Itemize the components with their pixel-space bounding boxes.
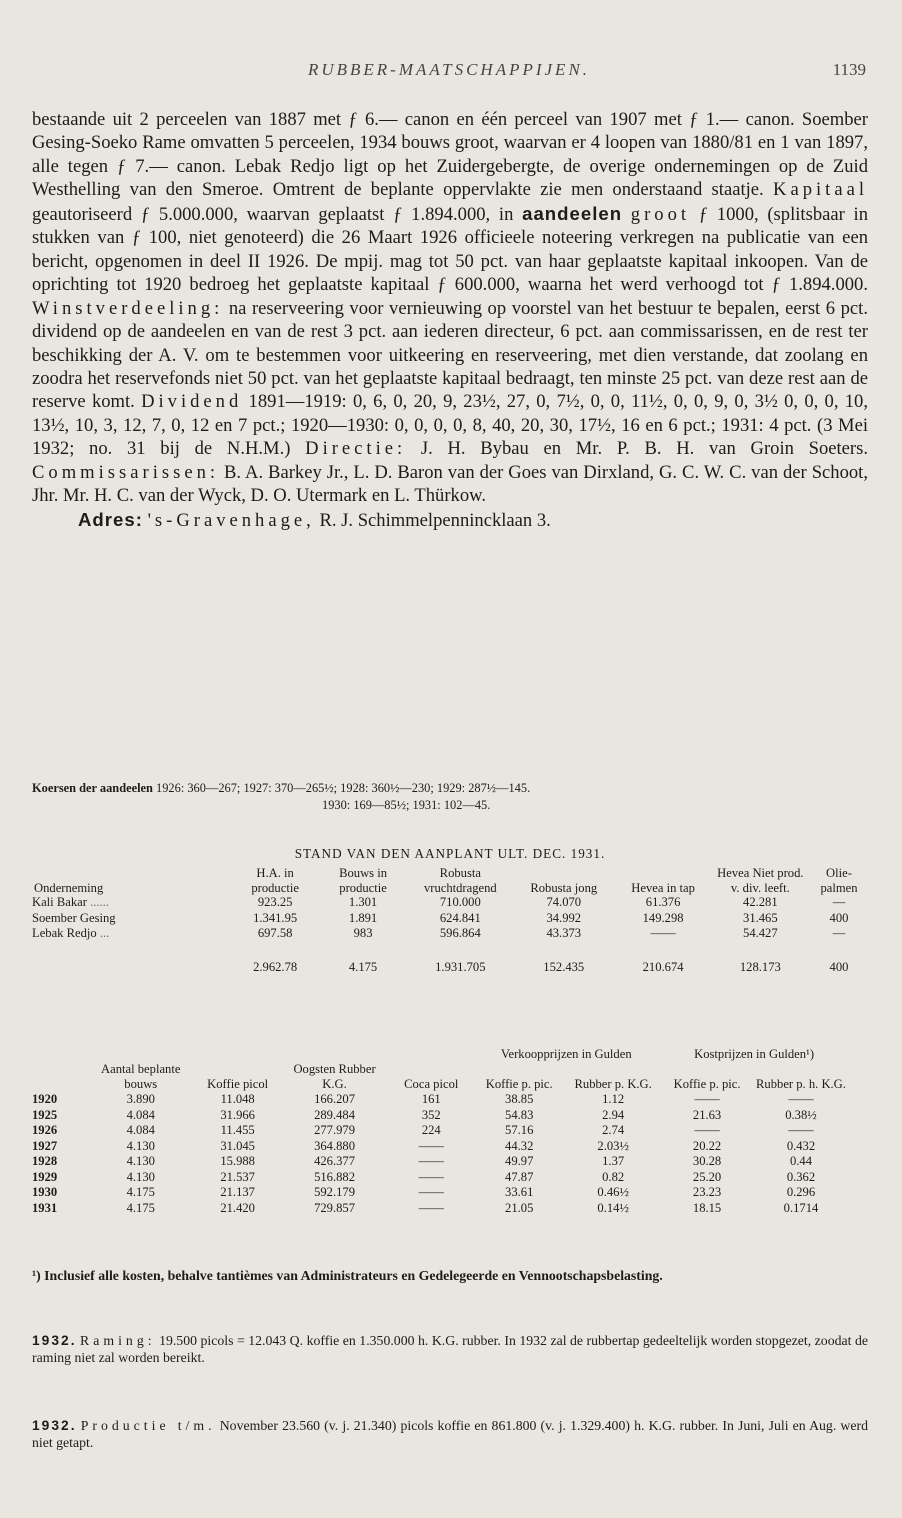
koersen-line1: 1926: 360—267; 1927: 370—265½; 1928: 360½—230; 1929: 287½—145. <box>156 781 531 795</box>
table-cell: 15.988 <box>220 1154 255 1168</box>
table-cell: —— <box>418 1169 444 1184</box>
table-cell: 47.87 <box>505 1169 534 1184</box>
production-table <box>32 1047 848 1216</box>
table-row <box>32 1092 848 1108</box>
table-cell: 2.94 <box>602 1107 625 1122</box>
table-cell: 11.048 <box>220 1092 255 1106</box>
main-paragraph <box>32 108 868 532</box>
table-cell: 61.376 <box>645 895 681 909</box>
groot-label: groot <box>630 203 691 225</box>
production-table-block <box>32 1047 868 1216</box>
leader-dots: ...... <box>90 895 109 909</box>
table-cell: 729.857 <box>314 1200 356 1215</box>
table-cell: 57.16 <box>505 1123 534 1137</box>
col-header: Coca picol <box>404 1077 459 1091</box>
row-name: Soember Gesing <box>32 910 116 925</box>
kapitaal-label: Kapitaal <box>773 179 868 201</box>
col-header: Aantal beplante bouws <box>101 1062 181 1091</box>
table-cell: 3.890 <box>126 1092 155 1106</box>
table-cell: 0.362 <box>786 1169 816 1184</box>
total-cell: 210.674 <box>642 959 684 974</box>
koersen-block <box>32 780 868 814</box>
col-header: Onderneming <box>34 880 104 895</box>
table-cell: 74.070 <box>546 895 582 909</box>
note-text: 19.500 picols = 12.043 Q. koffie en 1.350.000 h. K.G. rubber. In 1932 zal de rubbertap gedeeltelijk worden stopgezet, zoodat de raming niet zal worden bereikt. <box>32 1333 868 1365</box>
col-header: Robusta jong <box>530 880 598 895</box>
table-cell: 1.37 <box>602 1154 625 1168</box>
col-header: Hevea in tap <box>631 880 695 895</box>
table-cell: 224 <box>421 1123 441 1137</box>
table-cell: 23.23 <box>692 1185 722 1199</box>
note-label: Raming: <box>80 1333 156 1348</box>
group-header-verkoop: Verkoopprijzen in Gulden <box>500 1047 632 1061</box>
table-cell: 697.58 <box>257 926 293 940</box>
col-header: H.A. in productie <box>251 866 299 895</box>
koersen-line2: 1930: 169—85½; 1931: 102—45. <box>322 798 491 812</box>
commissarissen-text: B. A. Barkey Jr., L. D. Baron van der Goes van Dirxland, G. C. W. C. van der Schoot, Jhr. Mr. H. C. van der Wyck, D. O. Utermark en L. Thürkow. <box>32 461 868 507</box>
total-cell: 128.173 <box>739 959 781 974</box>
table-cell: 25.20 <box>692 1169 722 1184</box>
table-cell: 4.175 <box>126 1200 155 1215</box>
table-cell: 11.455 <box>220 1123 255 1137</box>
table-cell: 31.966 <box>220 1107 255 1122</box>
table-cell: 1.891 <box>348 910 378 925</box>
table-cell: 31.465 <box>743 910 778 925</box>
col-header: Robusta vruchtdragend <box>423 866 497 895</box>
table-cell: 44.32 <box>505 1138 534 1153</box>
table-cell: 20.22 <box>692 1138 722 1153</box>
note-label: Productie t/m. <box>80 1418 216 1433</box>
leader-dots: ... <box>99 926 110 940</box>
table-cell: 289.484 <box>314 1107 356 1122</box>
aandeelen-label: aandeelen <box>522 202 623 224</box>
table-cell: 352 <box>421 1107 441 1122</box>
adres-city: 's-Gravenhage, <box>147 509 315 531</box>
table-cell: 0.82 <box>602 1169 625 1184</box>
year-cell: 1931 <box>32 1200 58 1215</box>
col-header: Koffie p. pic. <box>673 1077 741 1091</box>
table-row <box>32 1154 848 1170</box>
aanplant-table-block <box>32 846 868 975</box>
table-cell: 624.841 <box>439 910 481 925</box>
table-cell: —— <box>788 1123 814 1137</box>
aandeelen-text: ƒ 1000, (splitsbaar in stukken van ƒ 100, niet genoteerd) die 26 Maart 1926 officieele noteering verkregen na publicatie van een bericht, opgenomen in deel II 1926. De mpij. mag tot 50 pct. van haar geplaatste kapitaal inkoopen. Van de oprichting tot 1920 bedroeg het geplaatste kapitaal ƒ 600.000, waarna het werd verhoogd tot ƒ 1.894.000. <box>32 203 868 296</box>
adres-street: R. J. Schimmelpennincklaan 3. <box>319 509 551 531</box>
total-cell: 152.435 <box>543 959 585 974</box>
year-cell: 1929 <box>32 1169 58 1184</box>
raming-note <box>32 1333 868 1366</box>
directie-text: J. H. Bybau en Mr. P. B. H. van Groin Soeters. <box>420 438 869 460</box>
aanplant-table-title: STAND VAN DEN AANPLANT ULT. DEC. 1931. <box>294 846 606 861</box>
paragraph-intro: bestaande uit 2 perceelen van 1887 met ƒ 6.— canon en één perceel van 1907 met ƒ 1.— canon. Soember Gesing-Soeko Rame omvatten 5 perceelen, 1934 bouws groot, waarvan er 4 loopen van 1880/81 en 1 van 1897, alle tegen ƒ 7.— canon. Lebak Redjo ligt op het Zuidergebergte, de overige ondernemingen op de Zuid Westhelling van den Smeroe. Omtrent de beplante oppervlakte zie men onderstaand staatje. <box>32 109 868 201</box>
year-cell: 1925 <box>32 1107 58 1122</box>
table-cell: 4.084 <box>126 1123 155 1137</box>
winstverdeeling-text: na reserveering voor vernieuwing op voorstel van het bestuur te bepalen, eerst 6 pct. dividend op de aandeelen en van de rest 3 pct. aan iederen directeur, 6 pct. aan commissarissen, en de rest ter beschikking der A. V. om te bestemmen voor uitkeering en reserveering, met dien verstande, dat zoolang en zoodra het reservefonds niet 50 pct. van het geplaatste kapitaal bedraagt, ten minste 25 pct. van deze rest aan de reserve komt. <box>32 297 868 413</box>
col-header <box>32 1062 85 1092</box>
table-cell: 161 <box>421 1092 441 1106</box>
koersen-label: Koersen der aandeelen <box>32 781 153 795</box>
table-cell: 0.44 <box>789 1154 812 1168</box>
table-cell: 33.61 <box>505 1185 534 1199</box>
footnote: ¹) Inclusief alle kosten, behalve tantièmes van Administrateurs en Gedelegeerde en Vennootschapsbelasting. <box>32 1268 663 1283</box>
year-cell: 1927 <box>32 1138 58 1153</box>
productie-note <box>32 1418 868 1451</box>
table-cell: 2.03½ <box>597 1138 629 1153</box>
table-cell: 21.420 <box>220 1200 255 1215</box>
directie-label: Directie: <box>305 438 407 460</box>
table-row <box>32 895 868 911</box>
table-cell: — <box>832 926 846 940</box>
table-cell: 983 <box>353 926 373 940</box>
table-cell: —— <box>418 1200 444 1215</box>
col-header: Rubber p. h. K.G. <box>756 1077 846 1091</box>
winstverdeeling-label: Winstverdeeling: <box>32 297 224 319</box>
table-cell: 923.25 <box>257 895 293 909</box>
aanplant-table <box>32 866 868 975</box>
page-header <box>32 60 866 84</box>
table-cell: 21.63 <box>692 1107 722 1122</box>
table-cell: 596.864 <box>439 926 481 940</box>
table-row <box>32 1185 848 1201</box>
total-cell: 4.175 <box>348 959 378 974</box>
dividend-label: Dividend <box>141 391 243 413</box>
table-cell: 149.298 <box>642 910 684 925</box>
table-row <box>32 1139 848 1155</box>
table-cell: 0.14½ <box>597 1200 629 1215</box>
table-cell: —— <box>694 1092 720 1106</box>
table-cell: 0.38½ <box>785 1107 817 1122</box>
table-cell: 21.137 <box>220 1185 255 1199</box>
table-cell: 4.130 <box>126 1138 155 1153</box>
col-header: Hevea Niet prod. v. div. leeft. <box>717 866 804 895</box>
table-cell: 54.83 <box>505 1107 534 1122</box>
commissarissen-label: Commissarissen: <box>32 461 220 483</box>
table-cell: —— <box>418 1185 444 1199</box>
page-number: 1139 <box>832 60 866 79</box>
table-cell: —— <box>650 926 676 940</box>
year-cell: 1928 <box>32 1154 58 1168</box>
table-cell: 21.05 <box>505 1200 534 1215</box>
table-cell: —— <box>418 1154 444 1168</box>
row-name: Lebak Redjo <box>32 926 97 940</box>
table-cell: 0.432 <box>786 1138 816 1153</box>
col-header: Koffie p. pic. <box>485 1077 553 1091</box>
table-cell: 710.000 <box>439 895 481 909</box>
total-cell: 2.962.78 <box>253 959 298 974</box>
table-cell: 34.992 <box>546 910 582 925</box>
table-cell: — <box>832 895 846 909</box>
table-cell: 0.1714 <box>783 1200 819 1215</box>
table-cell: 4.130 <box>126 1154 155 1168</box>
table-cell: 21.537 <box>220 1169 255 1184</box>
table-cell: 592.179 <box>314 1185 356 1199</box>
table-cell: 30.28 <box>692 1154 722 1168</box>
table-cell: 38.85 <box>505 1092 534 1106</box>
table-cell: 4.130 <box>126 1169 155 1184</box>
table-row <box>32 911 868 927</box>
col-header: Olie-palmen <box>820 866 858 895</box>
table-row <box>32 1201 848 1217</box>
table-cell: 4.175 <box>126 1185 155 1199</box>
table-row <box>32 1170 848 1186</box>
year-cell: 1920 <box>32 1092 58 1106</box>
table-cell: —— <box>788 1092 814 1106</box>
dividend-text: 1891—1919: 0, 6, 0, 20, 9, 23½, 27, 0, 7½, 0, 0, 11½, 0, 0, 9, 0, 3½ 0, 0, 0, 10, 13½, 10, 3, 12, 7, 0, 12 en 7 pct.; 1920—1930: 0, 0, 0, 0, 8, 40, 20, 30, 17½, 16 en 6 pct.; 1931: 4 pct. (3 Mei 1932; no. 31 bij de N.H.M.) <box>32 391 868 460</box>
table-cell: 166.207 <box>314 1092 356 1106</box>
table-cell: 400 <box>829 910 849 925</box>
total-cell: 1.931.705 <box>435 959 486 974</box>
running-title: RUBBER-MAATSCHAPPIJEN. <box>307 60 591 79</box>
table-cell: 426.377 <box>314 1154 356 1168</box>
row-name: Kali Bakar <box>32 895 87 909</box>
note-text: November 23.560 (v. j. 21.340) picols koffie en 861.800 (v. j. 1.329.400) h. K.G. rubber. In Juni, Juli en Aug. werd niet getapt. <box>32 1418 869 1450</box>
kapitaal-text: geautoriseerd ƒ 5.000.000, waarvan geplaatst ƒ 1.894.000, in <box>32 203 514 225</box>
table-cell: 49.97 <box>505 1154 534 1168</box>
group-header-kost: Kostprijzen in Gulden¹) <box>694 1047 815 1061</box>
table-cell: —— <box>694 1123 720 1137</box>
table-cell: 4.084 <box>126 1107 155 1122</box>
table-cell: 0.296 <box>786 1185 816 1199</box>
table-cell: 1.12 <box>602 1092 625 1106</box>
year-cell: 1926 <box>32 1123 58 1137</box>
table-cell: 1.301 <box>348 895 378 909</box>
table-cell: 42.281 <box>743 895 778 909</box>
table-cell: 277.979 <box>314 1123 356 1137</box>
table-row <box>32 1123 848 1139</box>
table-cell: 364.880 <box>314 1138 356 1153</box>
col-header: Koffie picol <box>207 1077 269 1091</box>
table-row <box>32 1108 848 1124</box>
note-year: 1932. <box>32 1418 77 1433</box>
col-header: Oogsten Rubber K.G. <box>293 1062 376 1091</box>
table-cell: 43.373 <box>546 926 582 940</box>
total-cell: 400 <box>829 959 849 974</box>
table-cell: 54.427 <box>743 926 778 940</box>
table-cell: 516.882 <box>314 1169 356 1184</box>
year-cell: 1930 <box>32 1185 58 1199</box>
table-cell: 2.74 <box>602 1123 625 1137</box>
col-header: Bouws in productie <box>339 866 388 895</box>
note-year: 1932. <box>32 1333 77 1348</box>
table-cell: 0.46½ <box>597 1185 629 1199</box>
table-row <box>32 926 868 942</box>
table-cell: 18.15 <box>692 1200 722 1215</box>
table-cell: 31.045 <box>220 1138 255 1153</box>
totals-row <box>32 942 868 976</box>
col-header: Rubber p. K.G. <box>574 1077 652 1091</box>
adres-label: Adres: <box>78 508 143 530</box>
table-cell: 1.341.95 <box>253 910 298 925</box>
table-cell: —— <box>418 1138 444 1153</box>
